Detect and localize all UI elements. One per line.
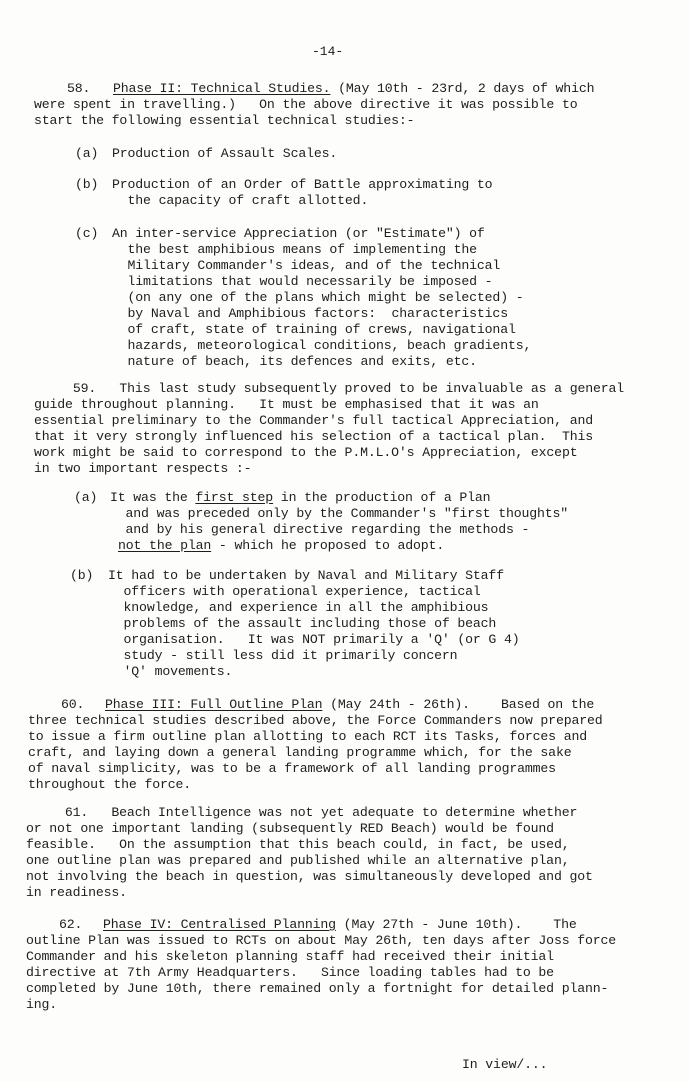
para-59-line: essential preliminary to the Commander's full tactical Appreciation, and xyxy=(34,413,593,428)
item-59b-line: officers with operational experience, tactical xyxy=(108,584,481,599)
para-62-first-line xyxy=(103,917,577,932)
item-58a-label: (a) xyxy=(75,146,99,161)
para-60-line: throughout the force. xyxy=(28,777,192,792)
item-59b-label: (b) xyxy=(70,568,94,583)
item-58a-line: Production of Assault Scales. xyxy=(112,146,338,161)
item-58c-line: (on any one of the plans which might be selected) - xyxy=(112,290,524,305)
item-59a-line3: and by his general directive regarding the methods - xyxy=(110,522,530,537)
para-61-line: not involving the beach in question, was simultaneously developed and got xyxy=(26,869,593,884)
item-59a-emphasis: first step xyxy=(195,490,274,505)
item-59a-emphasis-2: not the plan xyxy=(118,538,212,553)
para-59-line: in two important respects :- xyxy=(34,461,252,476)
item-58b-line: the capacity of craft allotted. xyxy=(112,193,369,208)
para-58-line1-rest: (May 10th - 23rd, 2 days of which xyxy=(330,81,595,96)
para-58-heading: Phase II: Technical Studies. xyxy=(113,81,331,96)
para-62-line1-rest: (May 27th - June 10th). The xyxy=(335,917,577,932)
para-60-number: 60. xyxy=(61,697,85,712)
para-61-line: feasible. On the assumption that this beach could, in fact, be used, xyxy=(26,837,570,852)
item-59a-label: (a) xyxy=(74,490,98,505)
para-61-line: or not one important landing (subsequently RED Beach) would be found xyxy=(26,821,554,836)
para-60-heading: Phase III: Full Outline Plan xyxy=(105,697,323,712)
item-59b-line: organisation. It was NOT primarily a 'Q' (or G 4) xyxy=(108,632,520,647)
para-59-line: 59. This last study subsequently proved to be invaluable as a general xyxy=(34,381,625,396)
item-59b-line: 'Q' movements. xyxy=(108,664,233,679)
item-58c-line: by Naval and Amphibious factors: characteristics xyxy=(112,306,508,321)
item-58c-line: An inter-service Appreciation (or "Estimate") of xyxy=(112,226,485,241)
item-59a-line2: and was preceded only by the Commander's "first thoughts" xyxy=(110,506,569,521)
para-62-line: completed by June 10th, there remained only a fortnight for detailed plann- xyxy=(26,981,609,996)
para-62-line: Commander and his skeleton planning staff had received their initial xyxy=(26,949,554,964)
para-60-line: three technical studies described above, the Force Commanders now prepared xyxy=(28,713,603,728)
item-59a-line1 xyxy=(110,490,490,505)
catchword: In view/... xyxy=(462,1057,548,1072)
para-62-number: 62. xyxy=(59,917,83,932)
item-58c-line: of craft, state of training of crews, navigational xyxy=(112,322,516,337)
item-58c-line: the best amphibious means of implementing the xyxy=(112,242,477,257)
para-60-line: to issue a firm outline plan allotting to each RCT its Tasks, forces and xyxy=(28,729,587,744)
para-59-line: work might be said to correspond to the P.M.L.O's Appreciation, except xyxy=(34,445,578,460)
para-61-line: one outline plan was prepared and published while an alternative plan, xyxy=(26,853,570,868)
item-58c-line: nature of beach, its defences and exits, etc. xyxy=(112,354,477,369)
item-58b-line: Production of an Order of Battle approximating to xyxy=(112,177,493,192)
para-62-line: outline Plan was issued to RCTs on about May 26th, ten days after Joss force xyxy=(26,933,617,948)
para-60-line: of naval simplicity, was to be a framework of all landing programmes xyxy=(28,761,556,776)
page-number: -14- xyxy=(312,44,344,59)
para-60-line: craft, and laying down a general landing programme which, for the sake xyxy=(28,745,572,760)
item-59a-line4 xyxy=(118,538,444,553)
item-59b-line: It had to be undertaken by Naval and Military Staff xyxy=(108,568,504,583)
para-60-line1-rest: (May 24th - 26th). Based on the xyxy=(322,697,595,712)
para-61-line: 61. Beach Intelligence was not yet adequate to determine whether xyxy=(26,805,578,820)
item-59a-line4-rest: - which he proposed to adopt. xyxy=(211,538,445,553)
para-62-heading: Phase IV: Centralised Planning xyxy=(103,917,336,932)
item-58c-line: hazards, meteorological conditions, beach gradients, xyxy=(112,338,532,353)
item-59b-line: problems of the assault including those of beach xyxy=(108,616,497,631)
para-58-line2: were spent in travelling.) On the above directive it was possible to xyxy=(34,97,578,112)
para-62-line: ing. xyxy=(26,997,58,1012)
para-58-line3: start the following essential technical studies:- xyxy=(34,113,415,128)
para-59-line: guide throughout planning. It must be emphasised that it was an xyxy=(34,397,539,412)
item-59b-line: study - still less did it primarily concern xyxy=(108,648,458,663)
item-58c-label: (c) xyxy=(75,226,99,241)
para-61-line: in readiness. xyxy=(26,885,127,900)
para-62-line: directive at 7th Army Headquarters. Since loading tables had to be xyxy=(26,965,554,980)
item-59b-line: knowledge, and experience in all the amphibious xyxy=(108,600,489,615)
item-59a-post: in the production of a Plan xyxy=(273,490,491,505)
para-58-first-line xyxy=(113,81,594,96)
para-60-first-line xyxy=(105,697,594,712)
item-59a-pre: It was the xyxy=(110,490,196,505)
item-58c-line: limitations that would necessarily be imposed - xyxy=(112,274,493,289)
item-58b-label: (b) xyxy=(75,177,99,192)
para-59-line: that it very strongly influenced his selection of a tactical plan. This xyxy=(34,429,593,444)
item-58c-line: Military Commander's ideas, and of the technical xyxy=(112,258,501,273)
para-58-number: 58. xyxy=(67,81,91,96)
